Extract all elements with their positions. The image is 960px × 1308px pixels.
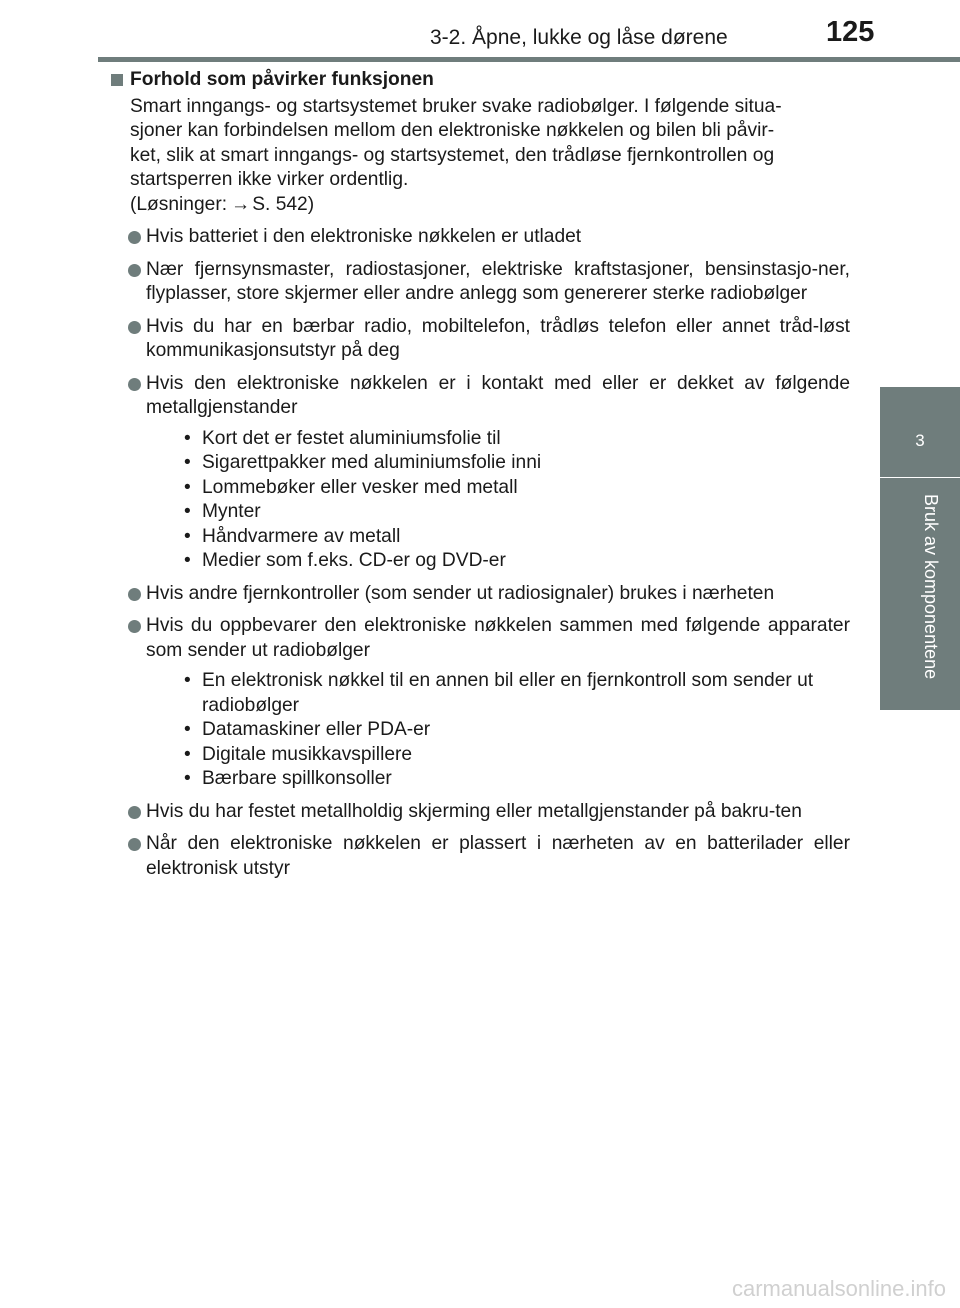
list-item-text: Hvis du oppbevarer den elektroniske nøkkelen sammen med følgende apparater som sender ut radiobølger [146,615,850,661]
list-item [110,315,850,364]
sub-list-item [146,549,850,574]
square-bullet-icon [111,74,123,86]
list-item-text: Nær fjernsynsmaster, radiostasjoner, elektriske kraftstasjoner, bensinstasjo-ner, flyplasser, store skjermer eller andre anlegg som genererer sterke radiobølger [146,258,850,304]
reference-line [110,193,850,218]
sub-list [146,669,850,792]
sub-list-item [146,767,850,792]
header-title: 3-2. Åpne, lukke og låse dørene [430,26,728,49]
bullet-list [110,225,850,881]
chapter-side-bar [880,478,960,710]
round-bullet-icon [128,264,141,277]
page-content [110,68,850,881]
watermark: carmanualsonline.info [731,1276,946,1301]
round-bullet-icon [128,620,141,633]
reference-prefix: (Løsninger: [130,193,228,215]
sub-list-item-text: Datamaskiner eller PDA-er [202,719,431,740]
small-bullet-icon: • [184,768,191,789]
sub-list-item-text: Sigarettpakker med aluminiumsfolie inni [202,452,542,473]
reference-link[interactable]: S. 542) [252,193,315,215]
sub-list-item-text: Mynter [202,501,261,522]
round-bullet-icon [128,321,141,334]
sub-list-item [146,500,850,525]
sub-list-item [146,476,850,501]
round-bullet-icon [128,231,141,244]
list-item [110,258,850,307]
small-bullet-icon: • [184,670,191,691]
small-bullet-icon: • [184,525,191,547]
chapter-label: Bruk av komponentene [921,494,941,680]
list-item-text: Hvis du har en bærbar radio, mobiltelefon, trådløs telefon eller annet tråd-løst kommunikasjonsutstyr på deg [146,315,850,361]
sub-list-item-text: Medier som f.eks. CD-er og DVD-er [202,550,506,571]
small-bullet-icon: • [184,427,191,449]
sub-list-item-text: En elektronisk nøkkel til en annen bil eller en fjernkontroll som sender ut radiobølger [202,670,814,716]
section-heading-text: Forhold som påvirker funksjonen [130,69,434,90]
section-heading [110,68,850,93]
list-item-text: Hvis andre fjernkontroller (som sender ut radiosignaler) brukes i nærheten [146,582,775,604]
small-bullet-icon: • [184,719,191,740]
sub-list-item-text: Lommebøker eller vesker med metall [202,476,518,498]
list-item [110,582,850,607]
list-item [110,372,850,574]
sub-list-item [146,718,850,743]
round-bullet-icon [128,378,141,391]
small-bullet-icon: • [184,501,191,522]
arrow-right-icon: → [231,193,251,215]
sub-list-item [146,427,850,452]
sub-list [146,427,850,574]
sub-list-item-text: Digitale musikkavspillere [202,743,413,765]
sub-list-item [146,669,850,718]
page-number: 125 [826,16,875,48]
sub-list-item-text: Håndvarmere av metall [202,525,401,547]
chapter-number: 3 [915,431,925,450]
section-intro: Smart inngangs- og startsystemet bruker svake radiobølger. I følgende situa- sjoner kan forbindelsen mellom den elektroniske nøkkelen og bilen bli påvir- ket, slik at smart inngangs- og startsystemet, den trådløse fjernkontrollen og startsperren ikke virker ordentlig. [130,95,782,190]
list-item-text: Hvis batteriet i den elektroniske nøkkelen er utladet [146,226,582,247]
sub-list-item-text: Bærbare spillkonsoller [202,768,392,789]
list-item-text: Når den elektroniske nøkkelen er plassert i nærheten av en batterilader eller elektronisk utstyr [146,833,850,879]
list-item-text: Hvis den elektroniske nøkkelen er i kontakt med eller er dekket av følgende metallgjenstander [146,372,850,418]
sub-list-item-text: Kort det er festet aluminiumsfolie til [202,427,501,449]
small-bullet-icon: • [184,452,191,473]
list-item [110,800,850,825]
header-rule [98,57,960,62]
list-item-text: Hvis du har festet metallholdig skjerming eller metallgjenstander på bakru-ten [146,800,802,822]
sub-list-item [146,451,850,476]
sub-list-item [146,743,850,768]
round-bullet-icon [128,838,141,851]
chapter-tab [880,387,960,477]
list-item [110,614,850,792]
list-item [110,225,850,250]
sub-list-item [146,525,850,550]
small-bullet-icon: • [184,550,191,571]
small-bullet-icon: • [184,476,191,498]
round-bullet-icon [128,588,141,601]
round-bullet-icon [128,806,141,819]
list-item [110,832,850,881]
small-bullet-icon: • [184,743,191,765]
